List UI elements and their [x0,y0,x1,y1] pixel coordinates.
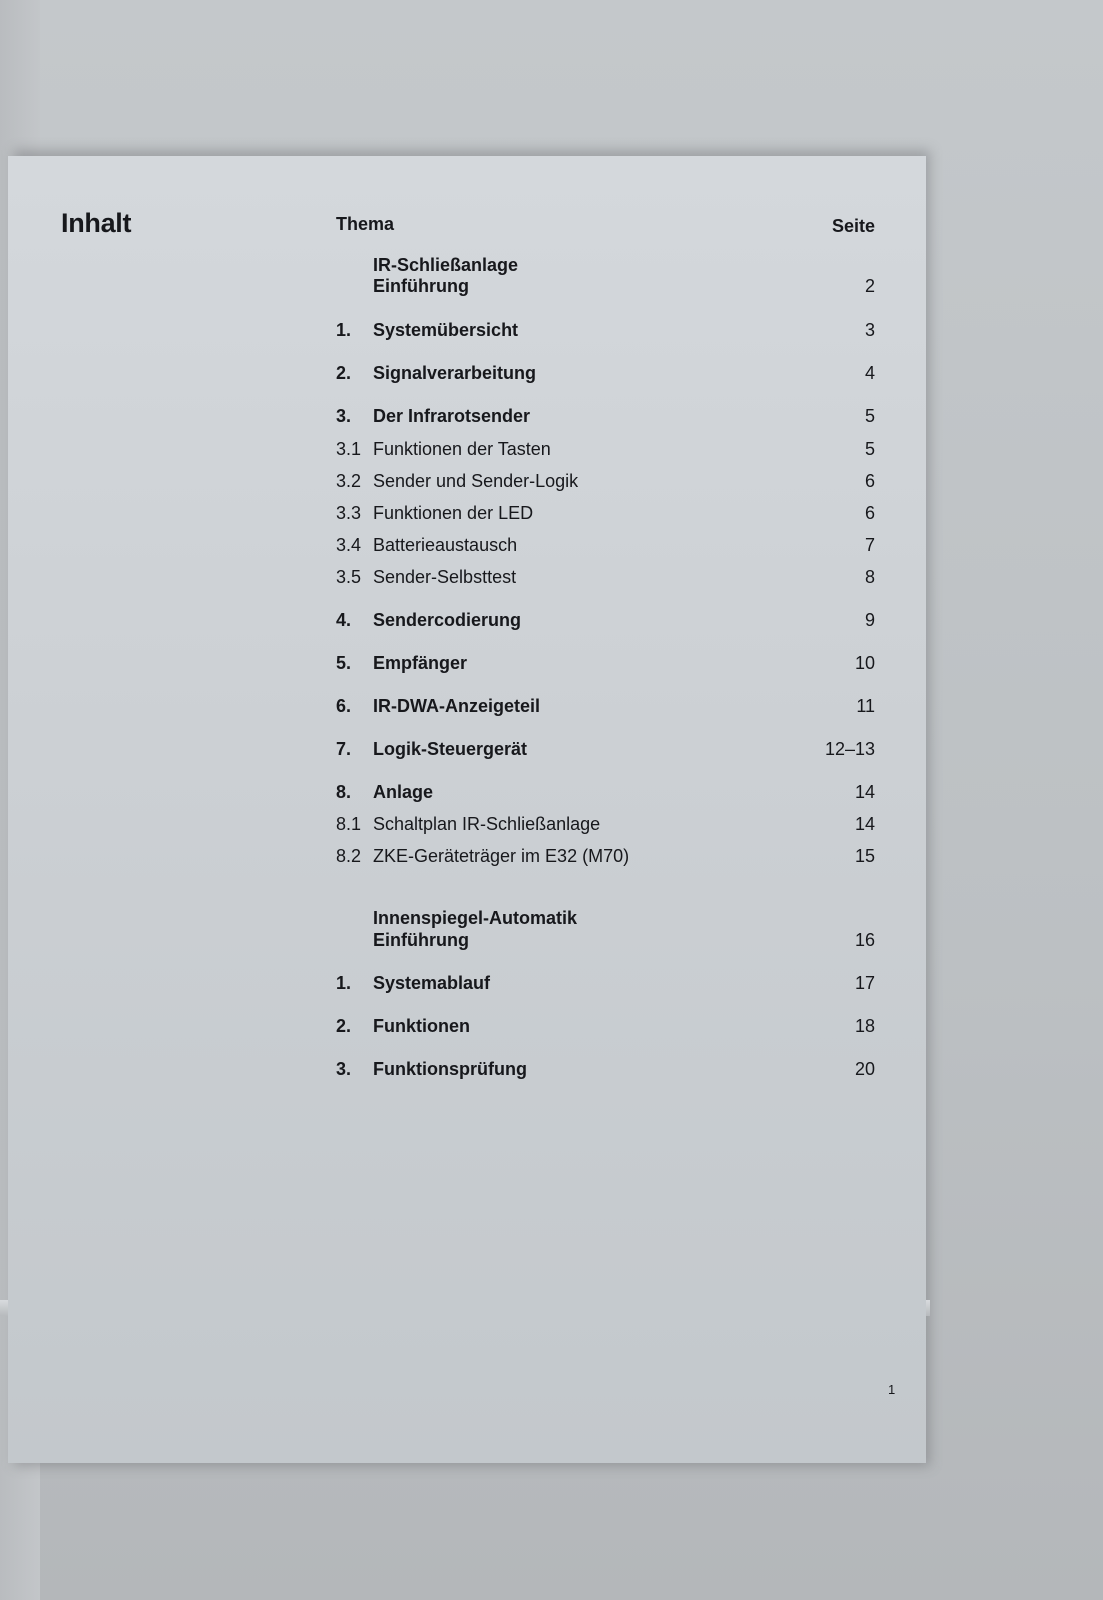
toc-entry [336,844,875,868]
toc-page: 4 [864,363,875,383]
toc-entry [336,361,875,385]
column-header-page: Seite [831,216,875,236]
toc-title: IR-Schließanlage [373,255,519,275]
toc-title: ZKE-Geräteträger im E32 (M70) [373,846,630,866]
toc-entry [336,737,875,761]
column-header-topic: Thema [336,214,395,234]
toc-number: 7. [336,739,352,759]
toc-page: 15 [854,846,875,866]
toc-number: 4. [336,610,352,630]
toc-entry [336,469,875,493]
toc-page: 3 [864,320,875,340]
toc-title: Sendercodierung [373,610,522,630]
toc-number: 8. [336,782,352,802]
toc-page: 5 [864,439,875,459]
toc-page: 14 [854,782,875,802]
toc-title: Funktionen [373,1016,470,1036]
toc-title: Systemablauf [373,973,491,993]
page-heading: Inhalt [61,208,132,238]
toc-entry [336,694,875,718]
toc-entry [336,971,875,995]
toc-title: Batterieaustausch [373,535,518,555]
toc-page: 2 [864,276,875,296]
toc-number: 1. [336,973,352,993]
toc-number: 3.1 [336,439,362,459]
toc-title: Sender und Sender-Logik [373,471,579,491]
toc-entry [336,274,875,298]
toc-number: 8.1 [336,814,362,834]
toc-number: 3.4 [336,535,362,555]
toc-page: 14 [854,814,875,834]
toc-title: Innenspiegel-Automatik [373,908,578,928]
toc-number: 6. [336,696,352,716]
toc-number: 3.3 [336,503,362,523]
toc-entry [336,1057,875,1081]
toc-entry [336,906,875,930]
toc-number: 2. [336,1016,352,1036]
toc-entry [336,404,875,428]
toc-page: 18 [854,1016,875,1036]
toc-title: Systemübersicht [373,320,519,340]
toc-entry [336,1014,875,1038]
toc-entry [336,501,875,525]
toc-page: 20 [854,1059,875,1079]
toc-entry [336,928,875,952]
toc-number: 1. [336,320,352,340]
page-number: 1 [888,1382,896,1397]
toc-title: Funktionen der LED [373,503,534,523]
toc-page: 9 [864,610,875,630]
toc-number: 2. [336,363,352,383]
toc-page: 16 [854,930,875,950]
toc-number: 3. [336,406,352,426]
toc-entry [336,651,875,675]
toc-number: 3. [336,1059,352,1079]
toc-page: 10 [854,653,875,673]
toc-title: IR-DWA-Anzeigeteil [373,696,541,716]
toc-title: Funktionen der Tasten [373,439,551,459]
toc-page: 8 [864,567,875,587]
toc-title: Empfänger [373,653,468,673]
toc-number: 3.2 [336,471,362,491]
document-page [8,156,926,1463]
toc-title: Logik-Steuergerät [373,739,528,759]
toc-entry [336,608,875,632]
toc-page: 11 [856,696,875,716]
toc-entry [336,565,875,589]
toc-number: 5. [336,653,352,673]
toc-title: Funktionsprüfung [373,1059,527,1079]
toc-page: 5 [864,406,875,426]
toc-entry [336,318,875,342]
toc-title: Signalverarbeitung [373,363,537,383]
toc-number: 3.5 [336,567,362,587]
toc-entry [336,533,875,557]
toc-page: 7 [864,535,875,555]
toc-entry [336,437,875,461]
toc-title: Einführung [373,930,469,950]
toc-entry [336,812,875,836]
toc-page: 17 [854,973,875,993]
toc-page: 12–13 [824,739,875,759]
toc-page: 6 [864,503,875,523]
toc-number: 8.2 [336,846,362,866]
toc-title: Sender-Selbsttest [373,567,517,587]
toc-page: 6 [864,471,875,491]
toc-title: Anlage [373,782,434,802]
toc-entry [336,780,875,804]
toc-title: Einführung [373,276,469,296]
toc-title: Schaltplan IR-Schließanlage [373,814,601,834]
toc-title: Der Infrarotsender [373,406,531,426]
